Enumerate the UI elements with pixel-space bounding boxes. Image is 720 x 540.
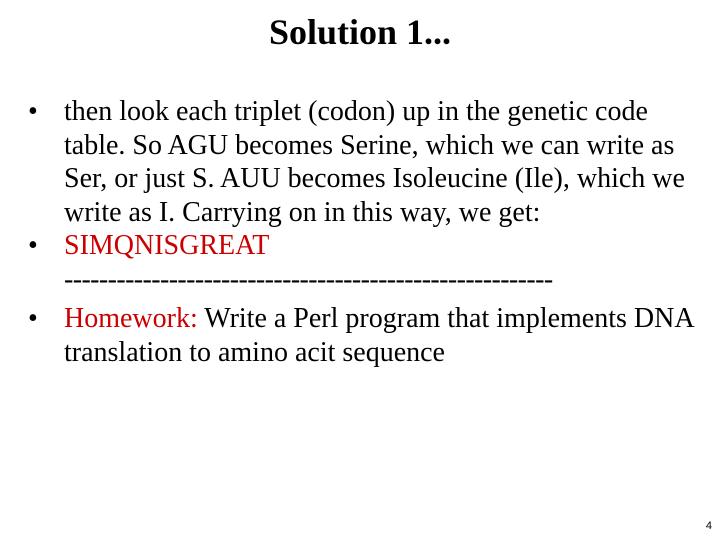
bullet-item-result bbox=[28, 229, 698, 263]
dashed-divider: -------------------------------------------------------- bbox=[64, 263, 553, 295]
homework-label: Homework: bbox=[64, 303, 198, 334]
slide-title: Solution 1... bbox=[268, 12, 452, 52]
page-number: 4 bbox=[705, 520, 712, 532]
bullet-icon: • bbox=[28, 230, 38, 261]
bullet-list bbox=[28, 95, 698, 369]
bullet-text-explanation: then look each triplet (codon) up in the genetic code table. So AGU becomes Serine, which we can write as Ser, or just S. AUU becomes Isoleucine (Ile), which we write as I. Carrying on in this way, we get: bbox=[64, 96, 685, 228]
bullet-icon: • bbox=[28, 303, 38, 334]
homework-text: Write a Perl program that implements DNA translation to amino acit sequence bbox=[64, 303, 694, 368]
bullet-icon: • bbox=[28, 96, 38, 127]
bullet-item-explanation bbox=[28, 95, 698, 229]
bullet-text-result: SIMQNISGREAT bbox=[64, 230, 270, 261]
bullet-item-homework bbox=[28, 302, 698, 369]
